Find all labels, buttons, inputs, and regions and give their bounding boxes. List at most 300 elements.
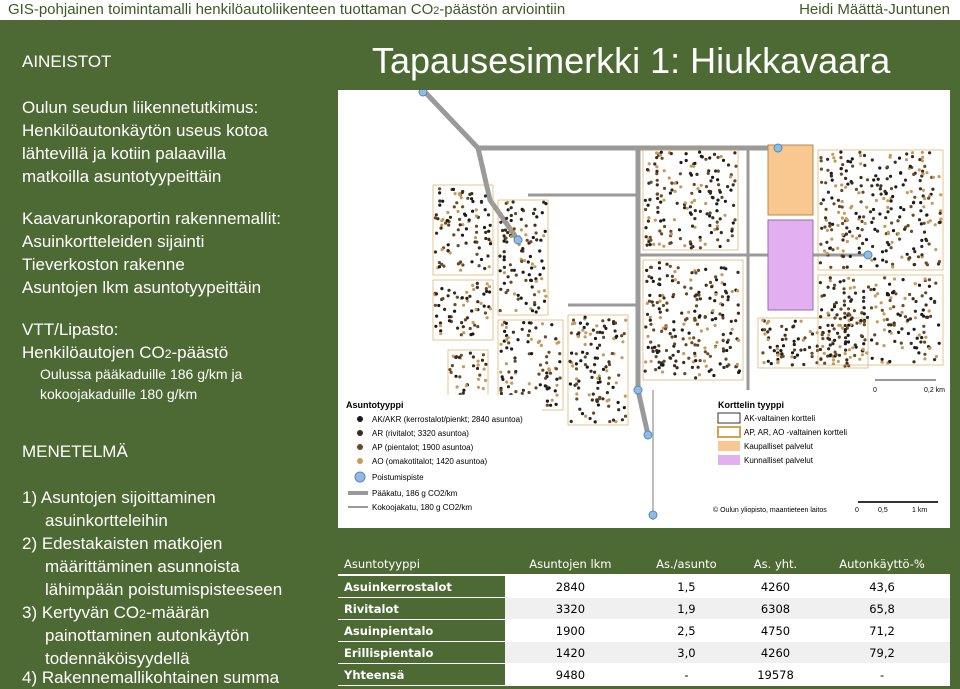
dwelling-point <box>939 193 942 196</box>
dwelling-point <box>709 281 712 284</box>
dwelling-point <box>914 316 917 319</box>
dwelling-point <box>577 335 580 338</box>
dwelling-point <box>920 222 923 225</box>
dwelling-point <box>503 258 506 261</box>
dwelling-point <box>658 283 661 286</box>
dwelling-point <box>453 291 456 294</box>
dwelling-point <box>453 310 456 313</box>
dwelling-point <box>510 219 513 222</box>
dwelling-point <box>848 296 851 299</box>
dwelling-point <box>538 273 541 276</box>
dwelling-point <box>823 352 826 355</box>
dwelling-point <box>572 319 575 322</box>
dwelling-point <box>685 292 688 295</box>
dwelling-point <box>527 334 530 337</box>
dwelling-point <box>584 343 587 346</box>
dwelling-point <box>608 420 611 423</box>
dwelling-point <box>652 350 655 353</box>
dwelling-point <box>440 227 443 230</box>
dwelling-point <box>670 152 673 155</box>
dwelling-point <box>470 197 473 200</box>
dwelling-point <box>896 219 899 222</box>
dwelling-point <box>435 315 438 318</box>
dwelling-point <box>471 210 474 213</box>
dwelling-point <box>624 415 627 418</box>
dwelling-point <box>836 224 839 227</box>
dwelling-point <box>545 355 548 358</box>
dwelling-point <box>913 346 916 349</box>
dwelling-point <box>844 328 847 331</box>
dwelling-point <box>476 367 479 370</box>
dwelling-point <box>489 307 492 310</box>
exit-point <box>644 431 652 439</box>
dwelling-point <box>904 315 907 318</box>
dwelling-point <box>863 323 866 326</box>
dwelling-point <box>830 174 833 177</box>
dwelling-point <box>468 193 471 196</box>
dwelling-point <box>921 151 924 154</box>
dwelling-point <box>925 213 928 216</box>
dwelling-point <box>447 289 450 292</box>
dwelling-point <box>586 352 589 355</box>
dwelling-point <box>704 158 707 161</box>
dwelling-point <box>842 279 845 282</box>
dwelling-point <box>719 217 722 220</box>
dwelling-point <box>844 324 847 327</box>
dwelling-point <box>878 166 881 169</box>
dwelling-point <box>886 210 889 213</box>
table-row <box>338 642 950 664</box>
dwelling-point <box>901 304 904 307</box>
dwelling-point <box>793 340 796 343</box>
dwelling-point <box>598 344 601 347</box>
dwelling-point <box>715 209 718 212</box>
dwelling-point <box>673 182 676 185</box>
dwelling-point <box>596 387 599 390</box>
dwelling-point <box>924 336 927 339</box>
dwelling-point <box>855 322 858 325</box>
dwelling-point <box>921 156 924 159</box>
dwelling-point <box>644 325 647 328</box>
dwelling-point <box>458 218 461 221</box>
dwelling-point <box>862 300 865 303</box>
exit-point <box>864 251 872 259</box>
dwelling-point <box>729 346 732 349</box>
dwelling-point <box>724 290 727 293</box>
dwelling-point <box>583 326 586 329</box>
dwelling-point <box>828 330 831 333</box>
dwelling-point <box>713 153 716 156</box>
dwelling-point <box>577 380 580 383</box>
dwelling-point <box>856 227 859 230</box>
kaava-line-3: Tieverkoston rakenne <box>22 255 185 274</box>
dwelling-point <box>706 212 709 215</box>
dwelling-point <box>482 293 485 296</box>
dwelling-point <box>784 334 787 337</box>
dwelling-point <box>794 320 797 323</box>
dwelling-point <box>819 243 822 246</box>
dwelling-point <box>920 245 923 248</box>
dwelling-point <box>712 374 715 377</box>
dwelling-point <box>462 392 465 395</box>
dwelling-point <box>674 278 677 281</box>
dwelling-point <box>457 244 460 247</box>
dwelling-point <box>769 346 772 349</box>
dwelling-point <box>649 316 652 319</box>
dwelling-point <box>803 348 806 351</box>
dwelling-point <box>729 175 732 178</box>
dwelling-point <box>917 255 920 258</box>
dwelling-point <box>475 253 478 256</box>
dwelling-point <box>890 207 893 210</box>
dwelling-point <box>645 235 648 238</box>
dwelling-point <box>520 218 523 221</box>
dwelling-point <box>836 332 839 335</box>
map-svg <box>338 90 950 528</box>
dwelling-point <box>850 298 853 301</box>
dwelling-point <box>886 177 889 180</box>
dwelling-point <box>539 383 542 386</box>
dwelling-point <box>860 200 863 203</box>
dwelling-point <box>851 157 854 160</box>
dwelling-point <box>689 205 692 208</box>
dwelling-point <box>544 230 547 233</box>
dwelling-point <box>860 319 863 322</box>
dwelling-point <box>716 221 719 224</box>
dwelling-point <box>682 337 685 340</box>
dwelling-point <box>845 169 848 172</box>
dwelling-point <box>486 254 489 257</box>
col-header-count: Asuntojen lkm <box>505 553 636 575</box>
dwelling-point <box>826 337 829 340</box>
dwelling-point <box>571 364 574 367</box>
dwelling-point <box>932 176 935 179</box>
dwelling-point <box>484 311 487 314</box>
dwelling-point <box>855 188 858 191</box>
exit-point <box>649 511 657 519</box>
map-copyright: © Oulun yliopisto, maantieteen laitos <box>713 507 827 514</box>
dwelling-point <box>730 320 733 323</box>
dwelling-point <box>862 342 865 345</box>
dwelling-point <box>456 385 459 388</box>
legend-commercial-label: Kaupalliset palvelut <box>744 442 813 451</box>
dwelling-point <box>612 419 615 422</box>
dwelling-point <box>652 243 655 246</box>
dwelling-point <box>465 227 468 230</box>
dwelling-point <box>876 230 879 233</box>
row-count: 1420 <box>505 642 636 664</box>
dwelling-point <box>514 390 517 393</box>
dwelling-point <box>715 341 718 344</box>
dwelling-point <box>913 250 916 253</box>
dwelling-point <box>708 297 711 300</box>
dwelling-point <box>688 337 691 340</box>
dwelling-point <box>590 343 593 346</box>
dwelling-point <box>684 343 687 346</box>
dwelling-point <box>615 381 618 384</box>
dwelling-point <box>658 267 661 270</box>
dwelling-point <box>673 372 676 375</box>
dwelling-point <box>658 307 661 310</box>
dwelling-point <box>644 199 647 202</box>
dwelling-point <box>831 342 834 345</box>
dwelling-point <box>537 306 540 309</box>
dwelling-point <box>889 296 892 299</box>
dwelling-point <box>921 172 924 175</box>
dwelling-point <box>592 412 595 415</box>
dwelling-point <box>617 374 620 377</box>
dwelling-point <box>436 217 439 220</box>
dwelling-point <box>570 352 573 355</box>
dwelling-point <box>617 408 620 411</box>
dwelling-point <box>665 302 668 305</box>
dwelling-point <box>480 201 483 204</box>
dwelling-point <box>934 223 937 226</box>
dwelling-point <box>543 289 546 292</box>
dwelling-point <box>853 354 856 357</box>
dwelling-point <box>644 208 647 211</box>
dwelling-point <box>650 360 653 363</box>
kaava-line-4: Asuntojen lkm asuntotyypeittäin <box>22 278 262 297</box>
dwelling-point <box>870 184 873 187</box>
dwelling-point <box>507 336 510 339</box>
dwelling-point <box>672 320 675 323</box>
dwelling-point <box>646 313 649 316</box>
dwelling-point <box>476 325 479 328</box>
dwelling-point <box>842 249 845 252</box>
dwelling-point <box>659 316 662 319</box>
dwelling-point <box>655 156 658 159</box>
dwelling-point <box>679 161 682 164</box>
dwelling-point <box>839 151 842 154</box>
dwelling-point <box>730 229 733 232</box>
dwelling-point <box>708 224 711 227</box>
dwelling-point <box>819 315 822 318</box>
dwelling-point <box>845 226 848 229</box>
menetelma-heading: MENETELMÄ <box>22 442 128 461</box>
dwelling-point <box>820 159 823 162</box>
dwelling-point <box>648 198 651 201</box>
dwelling-point <box>483 305 486 308</box>
dwelling-point <box>656 351 659 354</box>
dwelling-point <box>853 286 856 289</box>
dwelling-point <box>779 349 782 352</box>
exit-point <box>774 144 782 152</box>
step-line-2: asuinkortteleihin <box>45 511 168 530</box>
dwelling-point <box>648 162 651 165</box>
dwelling-point <box>662 304 665 307</box>
legend-commercial-symbol <box>718 441 740 451</box>
dwelling-point <box>676 366 679 369</box>
dwelling-point <box>656 301 659 304</box>
dwelling-point <box>921 294 924 297</box>
table-header-row <box>338 553 950 575</box>
dwelling-point <box>596 347 599 350</box>
dwelling-point <box>928 151 931 154</box>
dwelling-point <box>469 327 472 330</box>
dwelling-point <box>673 342 676 345</box>
dwelling-point <box>924 277 927 280</box>
dwelling-point <box>816 345 819 348</box>
dwelling-point <box>524 233 527 236</box>
dwelling-point <box>842 266 845 269</box>
dwelling-point <box>892 229 895 232</box>
dwelling-point <box>476 300 479 303</box>
dwelling-point <box>872 178 875 181</box>
dwelling-point <box>937 323 940 326</box>
dwelling-point <box>584 415 587 418</box>
dwelling-point <box>602 353 605 356</box>
dwelling-point <box>669 332 672 335</box>
dwelling-point <box>724 358 727 361</box>
dwelling-point <box>611 352 614 355</box>
dwelling-point <box>462 325 465 328</box>
dwelling-point <box>541 369 544 372</box>
dwelling-point <box>870 259 873 262</box>
dwelling-point <box>799 349 802 352</box>
dwelling-point <box>919 209 922 212</box>
dwelling-point <box>589 333 592 336</box>
dwelling-point <box>656 183 659 186</box>
dwelling-point <box>534 386 537 389</box>
dwelling-point <box>542 234 545 237</box>
dwelling-point <box>866 316 869 319</box>
dwelling-point <box>525 224 528 227</box>
dwelling-point <box>698 373 701 376</box>
dwelling-point <box>716 227 719 230</box>
dwelling-point <box>925 316 928 319</box>
table-row <box>338 598 950 620</box>
dwelling-point <box>881 250 884 253</box>
dwelling-point <box>710 368 713 371</box>
dwelling-point <box>925 171 928 174</box>
legend-ar-symbol <box>357 430 363 436</box>
dwelling-point <box>829 279 832 282</box>
dwelling-point <box>535 280 538 283</box>
dwelling-point <box>939 218 942 221</box>
dwelling-point <box>684 201 687 204</box>
dwelling-point <box>646 244 649 247</box>
dwelling-point <box>679 172 682 175</box>
legend-ap-block-label: AP, AR, AO -valtainen kortteli <box>744 428 848 437</box>
dwelling-point <box>861 228 864 231</box>
dwelling-point <box>718 312 721 315</box>
dwelling-point <box>647 275 650 278</box>
dwelling-point <box>829 276 832 279</box>
dwelling-point <box>763 332 766 335</box>
dwelling-point <box>840 189 843 192</box>
dwelling-point <box>699 246 702 249</box>
dwelling-point <box>875 199 878 202</box>
dwelling-point <box>530 338 533 341</box>
dwelling-point <box>685 317 688 320</box>
dwelling-point <box>647 216 650 219</box>
dwelling-point <box>478 246 481 249</box>
dwelling-point <box>457 262 460 265</box>
dwelling-point <box>931 202 934 205</box>
dwelling-point <box>784 337 787 340</box>
dwelling-point <box>676 202 679 205</box>
dwelling-point <box>716 156 719 159</box>
dwelling-point <box>660 232 663 235</box>
dwelling-point <box>658 294 661 297</box>
dwelling-point <box>510 214 513 217</box>
dwelling-point <box>722 333 725 336</box>
dwelling-point <box>714 324 717 327</box>
dwelling-point <box>696 344 699 347</box>
dwelling-point <box>510 206 513 209</box>
dwelling-point <box>761 319 764 322</box>
dwelling-point <box>504 229 507 232</box>
dwelling-point <box>513 292 516 295</box>
dwelling-point <box>721 316 724 319</box>
legend-ap-block-symbol <box>718 427 740 437</box>
dwelling-point <box>528 273 531 276</box>
dwelling-point <box>876 184 879 187</box>
dwelling-point <box>933 301 936 304</box>
dwelling-point <box>875 284 878 287</box>
dwelling-point <box>522 389 525 392</box>
dwelling-point <box>694 209 697 212</box>
dwelling-point <box>878 212 881 215</box>
dwelling-point <box>606 391 609 394</box>
kaava-line-2: Asuinkortteleiden sijainti <box>22 232 205 251</box>
dwelling-point <box>863 338 866 341</box>
dwelling-point <box>844 177 847 180</box>
dwelling-point <box>854 292 857 295</box>
dwelling-point <box>659 311 662 314</box>
dwelling-point <box>499 309 502 312</box>
dwelling-point <box>461 296 464 299</box>
dwelling-point <box>827 333 830 336</box>
dwelling-point <box>910 342 913 345</box>
legend-main-road-label: Pääkatu, 186 g CO2/km <box>372 489 458 498</box>
dwelling-point <box>863 320 866 323</box>
dwelling-point <box>656 211 659 214</box>
dwelling-point <box>669 192 672 195</box>
dwelling-point <box>891 241 894 244</box>
dwelling-point <box>487 238 490 241</box>
dwelling-point <box>483 368 486 371</box>
scale-big-2: 1 km <box>912 507 928 514</box>
dwelling-point <box>482 387 485 390</box>
row-car-use: 79,2 <box>814 642 950 664</box>
dwelling-point <box>767 360 770 363</box>
dwelling-point <box>590 376 593 379</box>
results-table <box>338 553 950 686</box>
dwelling-point <box>594 356 597 359</box>
row-type: Erillispientalo <box>338 642 505 664</box>
dwelling-point <box>520 228 523 231</box>
dwelling-point <box>811 355 814 358</box>
dwelling-point <box>816 349 819 352</box>
dwelling-point <box>645 280 648 283</box>
dwelling-point <box>793 356 796 359</box>
dwelling-point <box>542 201 545 204</box>
dwelling-point <box>458 192 461 195</box>
dwelling-point <box>517 294 520 297</box>
dwelling-point <box>899 206 902 209</box>
dwelling-point <box>923 341 926 344</box>
dwelling-point <box>654 219 657 222</box>
dwelling-point <box>710 231 713 234</box>
dwelling-point <box>687 357 690 360</box>
dwelling-point <box>780 325 783 328</box>
dwelling-point <box>880 301 883 304</box>
dwelling-point <box>485 287 488 290</box>
dwelling-point <box>484 237 487 240</box>
dwelling-point <box>898 215 901 218</box>
